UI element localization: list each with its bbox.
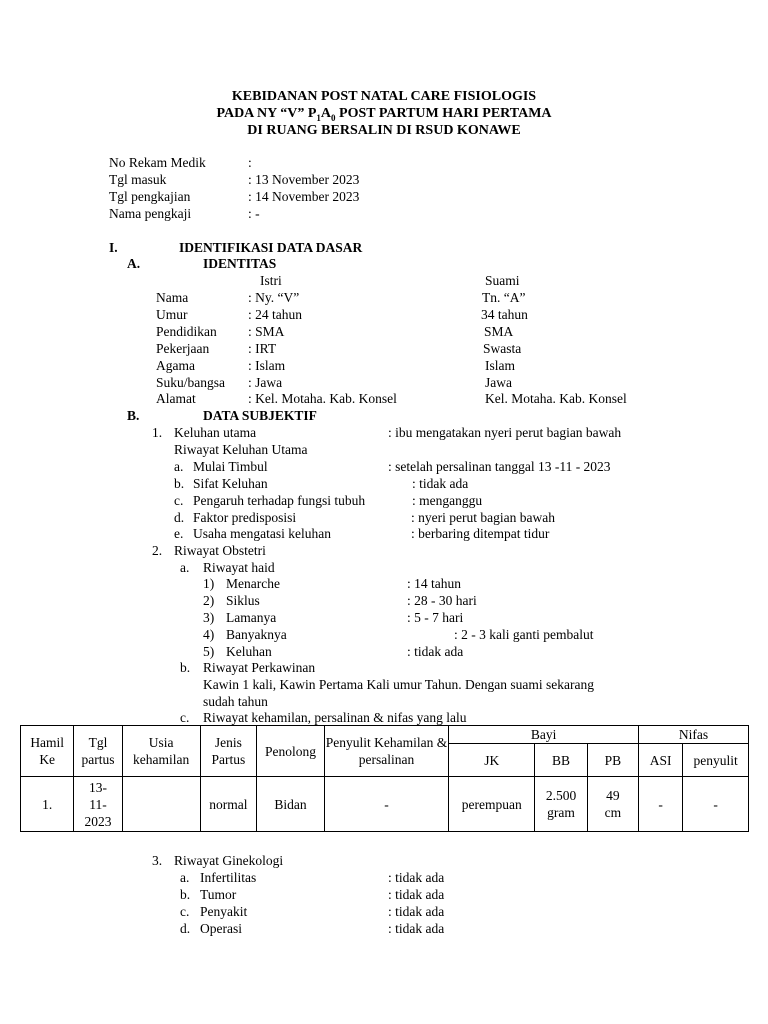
identity-suami-value: Islam bbox=[485, 358, 515, 373]
cell-tgl-partus: 13- 11- 2023 bbox=[74, 777, 122, 832]
header-usia-kehamilan: Usia kehamilan bbox=[122, 726, 200, 777]
complaint-item-value: : nyeri perut bagian bawah bbox=[411, 510, 555, 525]
subsection-b-letter: B. bbox=[127, 408, 140, 423]
gynecology-item-letter: b. bbox=[180, 887, 191, 902]
pregnancy-history-table bbox=[20, 725, 749, 832]
gynecology-number: 3. bbox=[152, 853, 163, 868]
cell-jk: perempuan bbox=[449, 777, 535, 832]
identity-suami-value: SMA bbox=[484, 324, 514, 339]
complaint-item-letter: e. bbox=[174, 526, 184, 541]
complaint-item-value: : berbaring ditempat tidur bbox=[411, 526, 550, 541]
doc-title-line3: DI RUANG BERSALIN DI RSUD KONAWE bbox=[247, 123, 521, 138]
gynecology-item-value: : tidak ada bbox=[388, 904, 445, 919]
header-pb: PB bbox=[587, 744, 638, 777]
complaint-item-letter: d. bbox=[174, 510, 185, 525]
complaint-item-label: Faktor predisposisi bbox=[193, 510, 297, 525]
record-number-value: : bbox=[248, 155, 252, 170]
gynecology-item-label: Penyakit bbox=[200, 904, 248, 919]
cell-pb: 49 cm bbox=[587, 777, 638, 832]
marriage-text: sudah tahun bbox=[203, 694, 268, 709]
header-hamil-ke: Hamil Ke bbox=[21, 726, 74, 777]
assessor-name-label: Nama pengkaji bbox=[109, 206, 192, 221]
pregnancy-history-title: Riwayat kehamilan, persalinan & nifas yang lalu bbox=[203, 710, 467, 725]
menstrual-item-label: Siklus bbox=[226, 593, 260, 608]
record-number-label: No Rekam Medik bbox=[109, 155, 206, 170]
identity-label: Nama bbox=[156, 290, 189, 305]
identity-label: Agama bbox=[156, 358, 195, 373]
complaint-history-title: Riwayat Keluhan Utama bbox=[174, 442, 308, 457]
cell-jenis-partus: normal bbox=[200, 777, 256, 832]
header-tgl-partus: Tgl partus bbox=[74, 726, 122, 777]
menstrual-item-value: : tidak ada bbox=[407, 644, 464, 659]
menstrual-item-label: Banyaknya bbox=[226, 627, 287, 642]
section1-number: I. bbox=[109, 240, 118, 255]
admission-date-value: : 13 November 2023 bbox=[248, 172, 360, 187]
doc-title-line2: PADA NY “V” $P_1A_0$ POST PARTUM HARI PERTAMA bbox=[216, 106, 552, 123]
gynecology-item-letter: a. bbox=[180, 870, 190, 885]
cell-bb: 2.500 gram bbox=[535, 777, 587, 832]
identity-suami-value: 34 tahun bbox=[481, 307, 528, 322]
menstrual-item-number: 4) bbox=[203, 627, 215, 642]
identity-suami-value: Swasta bbox=[483, 341, 522, 356]
identity-istri-value: : Kel. Motaha. Kab. Konsel bbox=[248, 391, 397, 406]
gynecology-item-letter: c. bbox=[180, 904, 190, 919]
identity-label: Suku/bangsa bbox=[156, 375, 225, 390]
gynecology-title: Riwayat Ginekologi bbox=[174, 853, 284, 868]
header-jk: JK bbox=[449, 744, 535, 777]
cell-asi: - bbox=[639, 777, 683, 832]
subsection-b-title: DATA SUBJEKTIF bbox=[203, 408, 317, 423]
assessment-date-value: : 14 November 2023 bbox=[248, 189, 360, 204]
menstrual-item-value: : 2 - 3 kali ganti pembalut bbox=[454, 627, 594, 642]
menstrual-item-value: : 5 - 7 hari bbox=[407, 610, 464, 625]
gynecology-item-letter: d. bbox=[180, 921, 191, 936]
identity-istri-value: : Islam bbox=[248, 358, 286, 373]
menstrual-item-number: 2) bbox=[203, 593, 215, 608]
header-penyulit-nifas: penyulit bbox=[683, 744, 749, 777]
cell-penyulit-nifas: - bbox=[683, 777, 749, 832]
table-row bbox=[21, 777, 749, 832]
complaint-item-letter: a. bbox=[174, 459, 184, 474]
menstrual-item-value: : 14 tahun bbox=[407, 576, 461, 591]
cell-penyulit: - bbox=[324, 777, 448, 832]
menstrual-item-number: 1) bbox=[203, 576, 215, 591]
gynecology-item-label: Operasi bbox=[200, 921, 242, 936]
complaint-item-label: Sifat Keluhan bbox=[193, 476, 268, 491]
gynecology-item-value: : tidak ada bbox=[388, 887, 445, 902]
assessor-name-value: : - bbox=[248, 206, 260, 221]
obstetric-number: 2. bbox=[152, 543, 163, 558]
identity-label: Umur bbox=[156, 307, 188, 322]
complaint-item-label: Usaha mengatasi keluhan bbox=[193, 526, 331, 541]
identity-label: Alamat bbox=[156, 391, 196, 406]
obstetric-title: Riwayat Obstetri bbox=[174, 543, 266, 558]
menstrual-letter: a. bbox=[180, 560, 190, 575]
cell-hamil-ke: 1. bbox=[21, 777, 74, 832]
doc-title-line1: KEBIDANAN POST NATAL CARE FISIOLOGIS bbox=[231, 89, 537, 104]
identity-istri-value: : Jawa bbox=[248, 375, 283, 390]
gynecology-item-value: : tidak ada bbox=[388, 870, 445, 885]
header-nifas: Nifas bbox=[639, 726, 749, 744]
pregnancy-history-letter: c. bbox=[180, 710, 190, 725]
identity-suami-value: Jawa bbox=[485, 375, 512, 390]
menstrual-title: Riwayat haid bbox=[203, 560, 275, 575]
marriage-text: Kawin 1 kali, Kawin Pertama Kali umur Tahun. Dengan suami sekarang bbox=[203, 677, 594, 692]
header-jenis-partus: Jenis Partus bbox=[200, 726, 256, 777]
marriage-letter: b. bbox=[180, 660, 191, 675]
admission-date-label: Tgl masuk bbox=[109, 172, 167, 187]
identity-istri-value: : IRT bbox=[248, 341, 277, 356]
identity-label: Pendidikan bbox=[156, 324, 217, 339]
header-bb: BB bbox=[535, 744, 587, 777]
complaint-item-label: Pengaruh terhadap fungsi tubuh bbox=[193, 493, 366, 508]
subsection-a-letter: A. bbox=[127, 256, 141, 271]
assessment-date-label: Tgl pengkajian bbox=[109, 189, 191, 204]
complaint-value: : ibu mengatakan nyeri perut bagian bawah bbox=[388, 425, 622, 440]
column-istri: Istri bbox=[260, 273, 282, 288]
cell-usia-kehamilan bbox=[122, 777, 200, 832]
identity-suami-value: Tn. “A” bbox=[482, 290, 526, 305]
complaint-item-value: : setelah persalinan tanggal 13 -11 - 2023 bbox=[388, 459, 611, 474]
subsection-a-title: IDENTITAS bbox=[203, 256, 277, 271]
section1-title: IDENTIFIKASI DATA DASAR bbox=[179, 240, 363, 255]
complaint-item-label: Mulai Timbul bbox=[193, 459, 268, 474]
marriage-title: Riwayat Perkawinan bbox=[203, 660, 316, 675]
gynecology-item-label: Infertilitas bbox=[200, 870, 257, 885]
gynecology-item-label: Tumor bbox=[200, 887, 237, 902]
complaint-item-letter: c. bbox=[174, 493, 184, 508]
gynecology-item-value: : tidak ada bbox=[388, 921, 445, 936]
header-bayi: Bayi bbox=[449, 726, 639, 744]
menstrual-item-number: 5) bbox=[203, 644, 215, 659]
complaint-item-value: : menganggu bbox=[412, 493, 483, 508]
header-asi: ASI bbox=[639, 744, 683, 777]
identity-istri-value: : SMA bbox=[248, 324, 285, 339]
cell-penolong: Bidan bbox=[257, 777, 325, 832]
identity-istri-value: : 24 tahun bbox=[248, 307, 302, 322]
header-penyulit: Penyulit Kehamilan & persalinan bbox=[324, 726, 448, 777]
header-penolong: Penolong bbox=[257, 726, 325, 777]
identity-istri-value: : Ny. “V” bbox=[248, 290, 300, 305]
menstrual-item-label: Lamanya bbox=[226, 610, 277, 625]
complaint-item-letter: b. bbox=[174, 476, 185, 491]
menstrual-item-number: 3) bbox=[203, 610, 215, 625]
complaint-item-value: : tidak ada bbox=[412, 476, 469, 491]
menstrual-item-value: : 28 - 30 hari bbox=[407, 593, 477, 608]
menstrual-item-label: Menarche bbox=[226, 576, 280, 591]
complaint-label: Keluhan utama bbox=[174, 425, 257, 440]
complaint-number: 1. bbox=[152, 425, 163, 440]
identity-label: Pekerjaan bbox=[156, 341, 210, 356]
identity-suami-value: Kel. Motaha. Kab. Konsel bbox=[485, 391, 627, 406]
menstrual-item-label: Keluhan bbox=[226, 644, 272, 659]
column-suami: Suami bbox=[485, 273, 520, 288]
